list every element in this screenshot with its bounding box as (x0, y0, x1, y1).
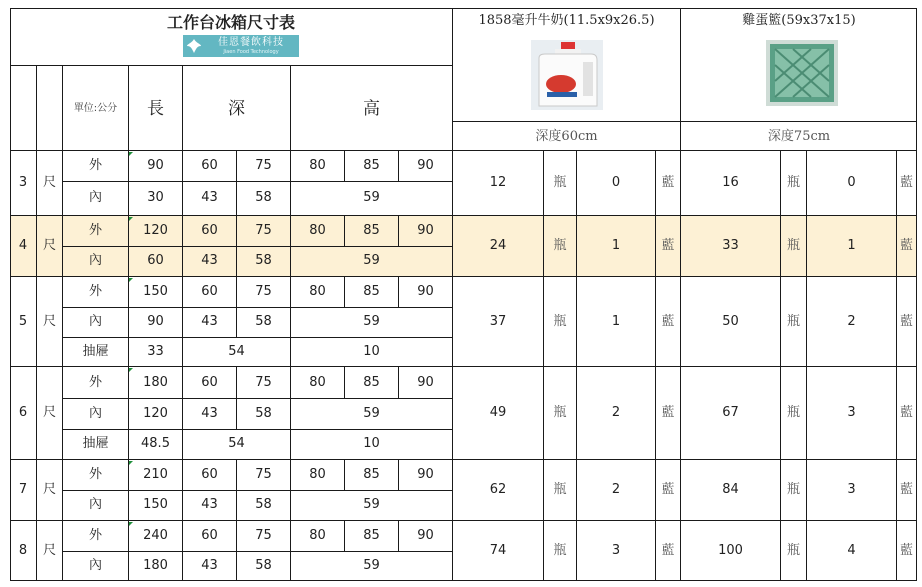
height-cell: 80 (309, 158, 326, 173)
d60-basket-count: 2 (611, 405, 621, 420)
sub-row-label: 外 (88, 158, 102, 173)
length-cell: 90 (147, 158, 164, 173)
chi-unit-cell: 尺 (42, 175, 56, 190)
cell-comment-marker (129, 368, 133, 372)
length-cell: 30 (147, 190, 164, 205)
d75-basket-count: 0 (847, 175, 856, 190)
depth-cell: 75 (255, 528, 272, 543)
depth-cell: 43 (201, 558, 218, 573)
size-cell: 6 (18, 405, 28, 420)
d60-bottle-count: 74 (489, 543, 507, 558)
depth-cell: 60 (201, 375, 218, 390)
grid-line (36, 65, 37, 151)
basket-unit-cell: 藍 (661, 405, 675, 420)
bottle-unit-cell: 瓶 (553, 238, 567, 253)
d75-basket-count: 1 (847, 238, 856, 253)
bottle-unit-cell: 瓶 (786, 482, 800, 497)
unit-note: 單位:公分 (73, 103, 118, 114)
height-cell: 90 (417, 375, 434, 390)
length-cell: 48.5 (141, 436, 170, 451)
grid-line (128, 65, 129, 151)
height-cell: 59 (363, 406, 380, 421)
length-cell: 150 (143, 497, 168, 512)
sub-row-label: 內 (88, 406, 102, 421)
height-cell: 10 (363, 344, 380, 359)
bottle-unit-cell: 瓶 (553, 175, 567, 190)
d75-bottle-count: 33 (722, 238, 739, 253)
d60-basket-count: 3 (611, 543, 621, 558)
size-cell: 5 (18, 314, 28, 329)
depth-cell: 60 (201, 223, 218, 238)
d75-bottle-count: 50 (722, 314, 739, 329)
length-cell: 33 (147, 344, 164, 359)
d60-bottle-count: 49 (489, 405, 507, 420)
length-cell: 120 (143, 223, 168, 238)
chi-unit-cell: 尺 (42, 314, 56, 329)
cell-comment-marker (129, 152, 133, 156)
basket-unit-cell: 藍 (661, 482, 675, 497)
height-cell: 90 (417, 528, 434, 543)
sub-row-label: 內 (88, 558, 102, 573)
depth-cell: 60 (201, 158, 218, 173)
height-cell: 59 (363, 314, 380, 329)
basket-unit-cell: 藍 (661, 238, 675, 253)
sub-row-label: 抽屜 (82, 344, 109, 359)
chi-unit-cell: 尺 (42, 482, 56, 497)
d75-basket-count: 3 (847, 405, 856, 420)
d75-basket-count: 4 (847, 543, 856, 558)
height-cell: 59 (363, 497, 380, 512)
egg-basket-image (766, 40, 838, 106)
depth-cell: 75 (255, 158, 272, 173)
height-cell: 80 (309, 223, 326, 238)
length-cell: 60 (147, 253, 164, 268)
d60-basket-count: 2 (611, 482, 621, 497)
height-cell: 59 (363, 190, 380, 205)
sub-row-label: 外 (88, 528, 102, 543)
d75-basket-count: 3 (847, 482, 856, 497)
cell-comment-marker (129, 217, 133, 221)
sub-row-label: 內 (88, 314, 102, 329)
chi-unit-cell: 尺 (42, 405, 56, 420)
logo-leaf-icon (186, 38, 202, 54)
length-cell: 150 (143, 284, 168, 299)
grid-line (182, 65, 183, 151)
row-bottom-border (10, 580, 917, 581)
size-cell: 3 (18, 175, 28, 190)
d60-basket-count: 1 (611, 238, 621, 253)
top-border (10, 8, 917, 9)
bottle-unit-cell: 瓶 (786, 314, 800, 329)
height-cell: 80 (309, 284, 326, 299)
height-cell: 10 (363, 436, 380, 451)
company-logo (183, 35, 299, 57)
d75-bottle-count: 100 (718, 543, 743, 558)
length-cell: 180 (143, 375, 168, 390)
height-cell: 85 (363, 467, 380, 482)
height-cell: 90 (417, 158, 434, 173)
header-height: 高 (363, 99, 380, 119)
header-length: 長 (147, 99, 164, 119)
depth-cell: 58 (255, 406, 272, 421)
header-depth: 深 (228, 99, 245, 119)
sub-row-label: 內 (88, 497, 102, 512)
height-cell: 80 (309, 375, 326, 390)
d60-bottle-count: 62 (489, 482, 507, 497)
length-cell: 120 (143, 406, 168, 421)
grid-line (290, 65, 291, 151)
bottle-unit-cell: 瓶 (786, 543, 800, 558)
height-cell: 59 (363, 253, 380, 268)
depth-cell: 58 (255, 558, 272, 573)
depth-cell: 54 (228, 436, 245, 451)
sub-row-label: 抽屜 (82, 436, 109, 451)
depth-cell: 43 (201, 253, 218, 268)
depth-cell: 43 (201, 314, 218, 329)
sub-row-label: 內 (88, 190, 102, 205)
cell-comment-marker (129, 278, 133, 282)
depth-cell: 43 (201, 190, 218, 205)
header-divider (453, 121, 917, 122)
sheet-title: 工作台冰箱尺寸表 (166, 13, 295, 32)
sub-row-label: 內 (88, 253, 102, 268)
height-cell: 80 (309, 528, 326, 543)
bottle-unit-cell: 瓶 (553, 543, 567, 558)
depth-cell: 54 (228, 344, 245, 359)
basket-unit-cell: 藍 (899, 314, 913, 329)
height-cell: 85 (363, 375, 380, 390)
basket-unit-cell: 藍 (661, 314, 675, 329)
height-cell: 90 (417, 223, 434, 238)
basket-unit-cell: 藍 (899, 238, 913, 253)
height-cell: 85 (363, 284, 380, 299)
basket-unit-cell: 藍 (661, 543, 675, 558)
depth-cell: 60 (201, 467, 218, 482)
d75-bottle-count: 16 (722, 175, 739, 190)
height-cell: 80 (309, 467, 326, 482)
basket-unit-cell: 藍 (899, 543, 913, 558)
chi-unit-cell: 尺 (42, 543, 56, 558)
d60-bottle-count: 12 (489, 175, 507, 190)
d75-bottle-count: 84 (722, 482, 739, 497)
d60-bottle-count: 24 (489, 238, 507, 253)
d60-bottle-count: 37 (489, 314, 507, 329)
bottle-unit-cell: 瓶 (553, 482, 567, 497)
logo-text: 佳恩餐飲科技 (218, 37, 284, 48)
length-cell: 210 (143, 467, 168, 482)
length-cell: 180 (143, 558, 168, 573)
size-cell: 7 (18, 482, 28, 497)
header-divider (10, 65, 453, 66)
depth-cell: 75 (255, 467, 272, 482)
sub-row-label: 外 (88, 375, 102, 390)
item-milk-name: 1858毫升牛奶(11.5x9x26.5) (478, 13, 655, 28)
height-cell: 59 (363, 558, 380, 573)
right-border (916, 8, 917, 581)
basket-unit-cell: 藍 (899, 175, 913, 190)
bottle-unit-cell: 瓶 (786, 175, 800, 190)
d60-basket-count: 0 (611, 175, 621, 190)
depth-cell: 58 (255, 253, 272, 268)
height-cell: 90 (417, 467, 434, 482)
sub-row-label: 外 (88, 284, 102, 299)
d60-basket-count: 1 (611, 314, 621, 329)
logo-english-text: Jiaen Food Technology (223, 49, 279, 55)
length-cell: 240 (143, 528, 168, 543)
bottle-unit-cell: 瓶 (553, 314, 567, 329)
height-cell: 85 (363, 528, 380, 543)
basket-unit-cell: 藍 (899, 405, 913, 420)
depth-cell: 43 (201, 497, 218, 512)
bottle-unit-cell: 瓶 (786, 405, 800, 420)
height-cell: 90 (417, 284, 434, 299)
length-cell: 90 (147, 314, 164, 329)
milk-bottle-image (531, 40, 603, 110)
size-cell: 8 (18, 543, 28, 558)
depth-cell: 60 (201, 284, 218, 299)
cell-comment-marker (129, 522, 133, 526)
height-cell: 85 (363, 223, 380, 238)
bottle-unit-cell: 瓶 (786, 238, 800, 253)
basket-unit-cell: 藍 (661, 175, 675, 190)
depth-cell: 75 (255, 223, 272, 238)
sub-row-label: 外 (88, 223, 102, 238)
depth-60-label: 深度60cm (535, 129, 598, 144)
depth-cell: 58 (255, 190, 272, 205)
d75-basket-count: 2 (847, 314, 856, 329)
d75-bottle-count: 67 (722, 405, 739, 420)
bottle-unit-cell: 瓶 (553, 405, 567, 420)
depth-cell: 58 (255, 314, 272, 329)
cell-comment-marker (129, 461, 133, 465)
item-egg-basket-name: 雞蛋籃(59x37x15) (742, 13, 856, 28)
height-cell: 85 (363, 158, 380, 173)
depth-cell: 43 (201, 406, 218, 421)
basket-unit-cell: 藍 (899, 482, 913, 497)
chi-unit-cell: 尺 (42, 238, 56, 253)
depth-cell: 75 (255, 375, 272, 390)
depth-cell: 75 (255, 284, 272, 299)
size-cell: 4 (18, 238, 28, 253)
sub-row-label: 外 (88, 467, 102, 482)
depth-cell: 60 (201, 528, 218, 543)
depth-75-label: 深度75cm (767, 129, 831, 144)
depth-cell: 58 (255, 497, 272, 512)
grid-line (62, 65, 63, 151)
